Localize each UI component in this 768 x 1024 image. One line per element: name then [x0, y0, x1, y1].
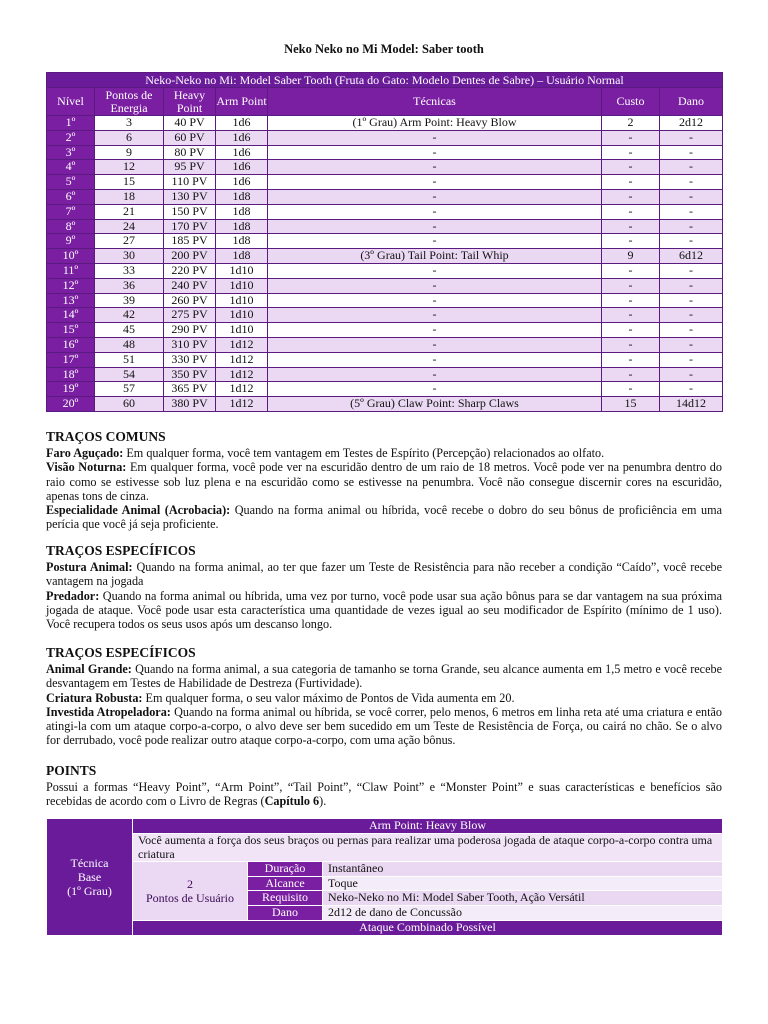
- section-heading: TRAÇOS COMUNS: [46, 429, 166, 444]
- table-cell: 1d10: [216, 308, 268, 323]
- table-cell: 380 PV: [164, 397, 216, 412]
- table-cell: 40 PV: [164, 116, 216, 131]
- trait-paragraph: [46, 589, 722, 632]
- level-row: [47, 293, 723, 308]
- table-cell: -: [660, 323, 723, 338]
- table-cell: 1d6: [216, 175, 268, 190]
- table-cell: -: [602, 219, 660, 234]
- trait-paragraph: [46, 691, 722, 705]
- field-value: 2d12 de dano de Concussão: [323, 905, 723, 920]
- level-cell: 3º: [47, 145, 95, 160]
- table-cell: (1º Grau) Arm Point: Heavy Blow: [268, 116, 602, 131]
- table-cell: -: [660, 382, 723, 397]
- table-cell: 1d8: [216, 249, 268, 264]
- level-table: [46, 72, 723, 412]
- section-tracos-comuns: [46, 429, 722, 532]
- trait-text: Quando na forma animal ou híbrida, se você correr, pelo menos, 6 metros em linha reta até uma criatura e então atingi-la com um ataque corpo-a-corpo, o alvo deve ser bem sucedido em um Teste de Resistência de Força, ou cairá no chão. Se o alvo for derrubado, você pode realizar outro ataque corpo-a-corpo, com uma ação bônus.: [46, 704, 722, 748]
- table-cell: -: [660, 234, 723, 249]
- table-cell: 1d10: [216, 293, 268, 308]
- level-cell: 18º: [47, 367, 95, 382]
- table-cell: -: [268, 382, 602, 397]
- section-tracos-especificos-1: [46, 543, 722, 631]
- trait-paragraph: [46, 503, 722, 532]
- table-cell: 1d10: [216, 323, 268, 338]
- table-cell: -: [660, 130, 723, 145]
- points-text: Possui a formas “Heavy Point”, “Arm Point”, “Tail Point”, “Claw Point” e “Monster Point” e suas características e benefícios são recebidas de acordo com o Livro de Regras (Capítulo 6).: [46, 780, 722, 809]
- table-cell: -: [602, 367, 660, 382]
- level-row: [47, 397, 723, 412]
- table-cell: -: [660, 352, 723, 367]
- table-cell: 6d12: [660, 249, 723, 264]
- table-cell: -: [268, 130, 602, 145]
- trait-paragraph: [46, 705, 722, 748]
- table-cell: 1d12: [216, 352, 268, 367]
- trait-name: Faro Aguçado:: [46, 446, 124, 460]
- level-table-body: [47, 116, 723, 412]
- table-cell: -: [660, 293, 723, 308]
- level-row: [47, 337, 723, 352]
- table-cell: -: [268, 293, 602, 308]
- table-cell: 150 PV: [164, 204, 216, 219]
- table-cell: 27: [95, 234, 164, 249]
- table-cell: 33: [95, 263, 164, 278]
- technique-cost: 2 Pontos de Usuário: [133, 862, 248, 920]
- table-cell: 15: [602, 397, 660, 412]
- table-cell: -: [660, 189, 723, 204]
- level-row: [47, 130, 723, 145]
- table-cell: -: [602, 337, 660, 352]
- table-cell: 185 PV: [164, 234, 216, 249]
- table-cell: 95 PV: [164, 160, 216, 175]
- table-cell: -: [268, 160, 602, 175]
- table-cell: -: [268, 352, 602, 367]
- table-cell: -: [660, 145, 723, 160]
- table-cell: 80 PV: [164, 145, 216, 160]
- table-cell: 24: [95, 219, 164, 234]
- table-cell: 1d12: [216, 337, 268, 352]
- table-cell: -: [602, 278, 660, 293]
- trait-name: Predador:: [46, 588, 100, 603]
- column-header: Custo: [602, 88, 660, 116]
- table-cell: 14d12: [660, 397, 723, 412]
- section-points: [46, 763, 722, 809]
- table-cell: 21: [95, 204, 164, 219]
- trait-text: Quando na forma animal ou híbrida, uma vez por turno, você pode usar sua ação bônus para se dar vantagem na sua próxima jogada de ataque. Você pode usar esta característica uma quantidade de vezes igual ao seu modificador de Espírito (mínimo de 1 uso). Você recupera todos os seus usos após um descanso longo.: [46, 588, 722, 632]
- table-cell: -: [602, 175, 660, 190]
- table-cell: 110 PV: [164, 175, 216, 190]
- field-value: Neko-Neko no Mi: Model Saber Tooth, Ação Versátil: [323, 891, 723, 906]
- section-heading: TRAÇOS ESPECÍFICOS: [46, 645, 196, 660]
- table-cell: 18: [95, 189, 164, 204]
- table-cell: 130 PV: [164, 189, 216, 204]
- field-key: Requisito: [248, 891, 323, 906]
- level-cell: 14º: [47, 308, 95, 323]
- trait-paragraph: [46, 662, 722, 691]
- level-cell: 15º: [47, 323, 95, 338]
- table-cell: 1d8: [216, 204, 268, 219]
- trait-text: Quando na forma animal, a sua categoria de tamanho se torna Grande, seu alcance aumenta em 1,5 metro e você recebe desvantagem em Testes de Habilidade de Destreza (Furtividade).: [46, 662, 722, 691]
- table-cell: (3º Grau) Tail Point: Tail Whip: [268, 249, 602, 264]
- level-row: [47, 278, 723, 293]
- table-cell: -: [268, 145, 602, 160]
- table-cell: -: [660, 175, 723, 190]
- table-cell: 220 PV: [164, 263, 216, 278]
- technique-grade-label: Técnica Base (1º Grau): [47, 819, 133, 936]
- table-cell: -: [268, 204, 602, 219]
- table-cell: 39: [95, 293, 164, 308]
- table-cell: (5º Grau) Claw Point: Sharp Claws: [268, 397, 602, 412]
- table-cell: 1d6: [216, 145, 268, 160]
- technique-table: [46, 818, 723, 936]
- level-row: [47, 382, 723, 397]
- table-cell: 350 PV: [164, 367, 216, 382]
- table-cell: 170 PV: [164, 219, 216, 234]
- table-cell: 310 PV: [164, 337, 216, 352]
- level-row: [47, 145, 723, 160]
- level-row: [47, 308, 723, 323]
- level-row: [47, 175, 723, 190]
- table-cell: -: [268, 219, 602, 234]
- technique-name: Arm Point: Heavy Blow: [133, 819, 723, 834]
- table-cell: -: [660, 308, 723, 323]
- table-cell: 1d8: [216, 234, 268, 249]
- table-cell: -: [602, 293, 660, 308]
- table-cell: 54: [95, 367, 164, 382]
- level-cell: 16º: [47, 337, 95, 352]
- table-cell: -: [660, 263, 723, 278]
- table-cell: -: [268, 234, 602, 249]
- table-cell: 15: [95, 175, 164, 190]
- table-cell: -: [660, 367, 723, 382]
- table-cell: 1d6: [216, 130, 268, 145]
- trait-paragraph: [46, 460, 722, 503]
- table-cell: -: [660, 219, 723, 234]
- table-cell: 9: [602, 249, 660, 264]
- table-cell: 1d10: [216, 278, 268, 293]
- trait-name: Criatura Robusta:: [46, 690, 143, 705]
- table-cell: 9: [95, 145, 164, 160]
- level-row: [47, 189, 723, 204]
- table-cell: 36: [95, 278, 164, 293]
- level-cell: 11º: [47, 263, 95, 278]
- table-cell: -: [660, 278, 723, 293]
- field-value: Toque: [323, 876, 723, 891]
- table-cell: 1d8: [216, 219, 268, 234]
- trait-text: Quando na forma animal ou híbrida, você recebe o dobro do seu bônus de proficiência em uma perícia que você já seja proficiente.: [46, 503, 722, 532]
- level-row: [47, 263, 723, 278]
- table-cell: -: [660, 204, 723, 219]
- table-cell: -: [602, 234, 660, 249]
- level-cell: 7º: [47, 204, 95, 219]
- level-row: [47, 160, 723, 175]
- table-cell: -: [602, 352, 660, 367]
- table-cell: -: [602, 204, 660, 219]
- trait-name: Visão Noturna:: [46, 460, 127, 475]
- table-cell: -: [602, 308, 660, 323]
- table-cell: 42: [95, 308, 164, 323]
- trait-text: Quando na forma animal, ao ter que fazer um Teste de Resistência para não receber a condição “Caído”, você recebe vantagem na jogada: [46, 560, 722, 589]
- level-row: [47, 323, 723, 338]
- table-cell: 2d12: [660, 116, 723, 131]
- trait-text: Em qualquer forma, você tem vantagem em Testes de Espírito (Percepção) relacionados ao olfato.: [123, 446, 605, 460]
- level-row: [47, 367, 723, 382]
- table-cell: 45: [95, 323, 164, 338]
- table-cell: -: [602, 189, 660, 204]
- level-row: [47, 219, 723, 234]
- column-header: Nível: [47, 88, 95, 116]
- table-cell: 1d8: [216, 189, 268, 204]
- table-cell: 51: [95, 352, 164, 367]
- trait-paragraph: [46, 446, 722, 460]
- column-header: Arm Point: [216, 88, 268, 116]
- level-cell: 12º: [47, 278, 95, 293]
- table-cell: -: [268, 263, 602, 278]
- trait-name: Especialidade Animal (Acrobacia):: [46, 503, 231, 518]
- table-cell: 2: [602, 116, 660, 131]
- table-cell: -: [660, 337, 723, 352]
- table-cell: 6: [95, 130, 164, 145]
- technique-description: Você aumenta a força dos seus braços ou pernas para realizar uma poderosa jogada de ataque corpo-a-corpo contra uma criatura: [133, 834, 723, 862]
- level-row: [47, 352, 723, 367]
- table-cell: -: [602, 323, 660, 338]
- level-table-header: [47, 88, 723, 116]
- document-title: Neko Neko no Mi Model: Saber tooth: [284, 42, 484, 56]
- level-row: [47, 116, 723, 131]
- table-cell: 330 PV: [164, 352, 216, 367]
- field-key: Dano: [248, 905, 323, 920]
- level-table-caption: Neko-Neko no Mi: Model Saber Tooth (Fruta do Gato: Modelo Dentes de Sabre) – Usuário Normal: [47, 73, 723, 88]
- table-cell: -: [268, 367, 602, 382]
- level-row: [47, 249, 723, 264]
- level-cell: 10º: [47, 249, 95, 264]
- table-cell: -: [268, 278, 602, 293]
- column-header: Pontos de Energia: [95, 88, 164, 116]
- level-cell: 1º: [47, 116, 95, 131]
- table-cell: 275 PV: [164, 308, 216, 323]
- field-key: Duração: [248, 862, 323, 877]
- level-cell: 6º: [47, 189, 95, 204]
- table-cell: -: [602, 263, 660, 278]
- table-cell: 365 PV: [164, 382, 216, 397]
- trait-name: Postura Animal:: [46, 560, 133, 574]
- level-cell: 5º: [47, 175, 95, 190]
- table-cell: 1d6: [216, 116, 268, 131]
- level-row: [47, 234, 723, 249]
- table-cell: 240 PV: [164, 278, 216, 293]
- table-cell: 1d10: [216, 263, 268, 278]
- table-cell: -: [602, 160, 660, 175]
- table-cell: 260 PV: [164, 293, 216, 308]
- table-cell: 1d12: [216, 382, 268, 397]
- trait-name: Investida Atropeladora:: [46, 704, 171, 719]
- section-heading: POINTS: [46, 763, 97, 778]
- section-tracos-especificos-2: [46, 645, 722, 748]
- table-cell: -: [268, 308, 602, 323]
- table-cell: -: [660, 160, 723, 175]
- table-cell: 1d6: [216, 160, 268, 175]
- level-cell: 4º: [47, 160, 95, 175]
- level-row: [47, 204, 723, 219]
- table-cell: -: [268, 189, 602, 204]
- section-heading: TRAÇOS ESPECÍFICOS: [46, 543, 196, 558]
- table-cell: 1d12: [216, 367, 268, 382]
- table-cell: 57: [95, 382, 164, 397]
- level-cell: 17º: [47, 352, 95, 367]
- column-header: Dano: [660, 88, 723, 116]
- table-cell: -: [602, 145, 660, 160]
- table-cell: 60 PV: [164, 130, 216, 145]
- table-cell: -: [602, 382, 660, 397]
- column-header: Técnicas: [268, 88, 602, 116]
- level-cell: 13º: [47, 293, 95, 308]
- column-header: Heavy Point: [164, 88, 216, 116]
- table-cell: 60: [95, 397, 164, 412]
- level-cell: 8º: [47, 219, 95, 234]
- level-cell: 20º: [47, 397, 95, 412]
- table-cell: 48: [95, 337, 164, 352]
- table-cell: -: [268, 337, 602, 352]
- trait-text: Em qualquer forma, você pode ver na escuridão dentro de um raio de 18 metros. Você pode ver na penumbra dentro do raio como se estivesse sob luz plena e na escuridão como se estivesse na penumbra. Você não consegue discernir cores na escuridão, apenas tons de cinza.: [46, 460, 722, 503]
- table-cell: 3: [95, 116, 164, 131]
- field-value: Instantâneo: [323, 862, 723, 877]
- table-cell: -: [268, 323, 602, 338]
- table-cell: -: [602, 130, 660, 145]
- table-cell: -: [268, 175, 602, 190]
- field-key: Alcance: [248, 876, 323, 891]
- level-cell: 2º: [47, 130, 95, 145]
- trait-text: Em qualquer forma, o seu valor máximo de Pontos de Vida aumenta em 20.: [142, 690, 515, 705]
- technique-footer: Ataque Combinado Possível: [133, 920, 723, 935]
- level-cell: 9º: [47, 234, 95, 249]
- table-cell: 1d12: [216, 397, 268, 412]
- table-cell: 290 PV: [164, 323, 216, 338]
- trait-paragraph: [46, 560, 722, 589]
- trait-name: Animal Grande:: [46, 662, 132, 676]
- level-cell: 19º: [47, 382, 95, 397]
- table-cell: 12: [95, 160, 164, 175]
- table-cell: 200 PV: [164, 249, 216, 264]
- table-cell: 30: [95, 249, 164, 264]
